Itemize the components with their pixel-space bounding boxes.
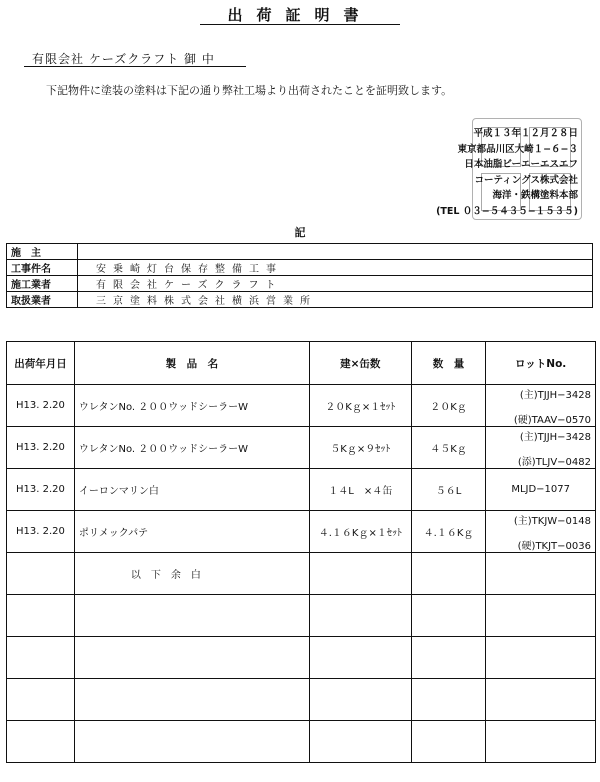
document-title: 出荷証明書 (227, 6, 373, 24)
row-date (7, 553, 75, 595)
issuer-company-line1: 日本油脂ビーエーエスエフ (464, 159, 578, 170)
row-packaging: ２０Kｇ×１ｾｯﾄ (309, 385, 411, 427)
issuer-address: 東京都品川区大崎１−６−３ (457, 143, 578, 155)
lot-secondary: (添)TLJV−0482 (517, 456, 591, 468)
addressee-underline (24, 66, 246, 67)
table-row (7, 385, 596, 427)
table-row (7, 721, 596, 763)
empty-cell (74, 679, 309, 721)
empty-cell (309, 679, 411, 721)
row-date: H13. 2.20 (7, 469, 75, 511)
lot-primary: (主)TJJH−3428 (519, 431, 591, 443)
row-lot (486, 427, 596, 469)
header-quantity: 数 量 (411, 342, 486, 385)
empty-cell (411, 721, 486, 763)
info-label: 工事件名 (7, 260, 78, 276)
row-packaging: １４L ×４缶 (309, 469, 411, 511)
empty-cell (486, 595, 596, 637)
header-packaging: 建×缶数 (309, 342, 411, 385)
row-packaging (309, 553, 411, 595)
lot-secondary: (硬)TAAV−0570 (513, 414, 591, 426)
row-product: ウレタンNo. ２００ウッドシーラーW (74, 427, 309, 469)
info-row (7, 276, 593, 292)
row-date: H13. 2.20 (7, 385, 75, 427)
title-underline (200, 24, 400, 25)
row-quantity: ４.１６Kｇ (411, 511, 486, 553)
empty-cell (411, 679, 486, 721)
info-value: 有限会社ケーズクラフト (78, 276, 593, 292)
info-label: 取扱業者 (7, 292, 78, 308)
row-date: H13. 2.20 (7, 511, 75, 553)
info-value: 安乗崎灯台保存整備工事 (78, 260, 593, 276)
empty-cell (74, 595, 309, 637)
row-remainder-blank: 以下余白 (74, 553, 309, 595)
empty-cell (486, 721, 596, 763)
row-lot: MLJD−1077 (486, 469, 596, 511)
table-row (7, 469, 596, 511)
lot-primary: (主)TJJH−3428 (519, 389, 591, 401)
row-quantity (411, 553, 486, 595)
row-date: H13. 2.20 (7, 427, 75, 469)
empty-cell (309, 595, 411, 637)
certification-statement: 下記物件に塗装の塗料は下記の通り弊社工場より出荷されたことを証明致します。 (46, 84, 453, 97)
header-product-name: 製 品 名 (74, 342, 309, 385)
empty-cell (74, 721, 309, 763)
lot-secondary: (硬)TKJT−0036 (517, 540, 591, 552)
empty-cell (7, 721, 75, 763)
row-product: ポリメックパテ (74, 511, 309, 553)
empty-cell (7, 637, 75, 679)
row-lot (486, 511, 596, 553)
info-value (78, 244, 593, 260)
issuer-company-line2: コーティングス株式会社 (474, 174, 578, 186)
table-row (7, 679, 596, 721)
header-lot-number: ロットNo. (486, 342, 596, 385)
row-quantity: ５６L (411, 469, 486, 511)
row-packaging: ５Kｇ×９ｾｯﾄ (309, 427, 411, 469)
row-product: イーロンマリン白 (74, 469, 309, 511)
empty-cell (486, 679, 596, 721)
empty-cell (309, 637, 411, 679)
table-row (7, 553, 596, 595)
empty-cell (74, 637, 309, 679)
row-packaging: ４.１６Kｇ×１ｾｯﾄ (309, 511, 411, 553)
info-row (7, 260, 593, 276)
empty-cell (486, 637, 596, 679)
empty-cell (411, 595, 486, 637)
issue-date: 平成１３年１２月２８日 (473, 128, 578, 139)
addressee: 有限会社 ケーズクラフト 御 中 (32, 52, 215, 66)
info-row (7, 292, 593, 308)
table-header-row (7, 342, 596, 385)
empty-cell (411, 637, 486, 679)
info-label: 施 主 (7, 244, 78, 260)
table-row (7, 637, 596, 679)
empty-cell (7, 595, 75, 637)
issuer-department: 海洋・鉄構塗料本部 (492, 190, 578, 201)
row-quantity: ４５Kｇ (411, 427, 486, 469)
shipment-table (6, 341, 596, 763)
header-ship-date: 出荷年月日 (7, 342, 75, 385)
table-row (7, 511, 596, 553)
record-heading: 記 (294, 226, 306, 239)
row-quantity: ２０Kｇ (411, 385, 486, 427)
info-value: 三京塗料株式会社横浜営業所 (78, 292, 593, 308)
lot-primary: (主)TKJW−0148 (513, 515, 591, 527)
info-label: 施工業者 (7, 276, 78, 292)
project-info-table (6, 243, 593, 308)
issuer-block (436, 126, 578, 219)
empty-cell (309, 721, 411, 763)
table-row (7, 427, 596, 469)
info-row (7, 244, 593, 260)
row-lot (486, 553, 596, 595)
row-lot (486, 385, 596, 427)
empty-cell (7, 679, 75, 721)
table-row (7, 595, 596, 637)
row-product: ウレタンNo. ２００ウッドシーラーW (74, 385, 309, 427)
issuer-phone: (TEL ０３−５４３５−１５３５) (436, 205, 578, 217)
